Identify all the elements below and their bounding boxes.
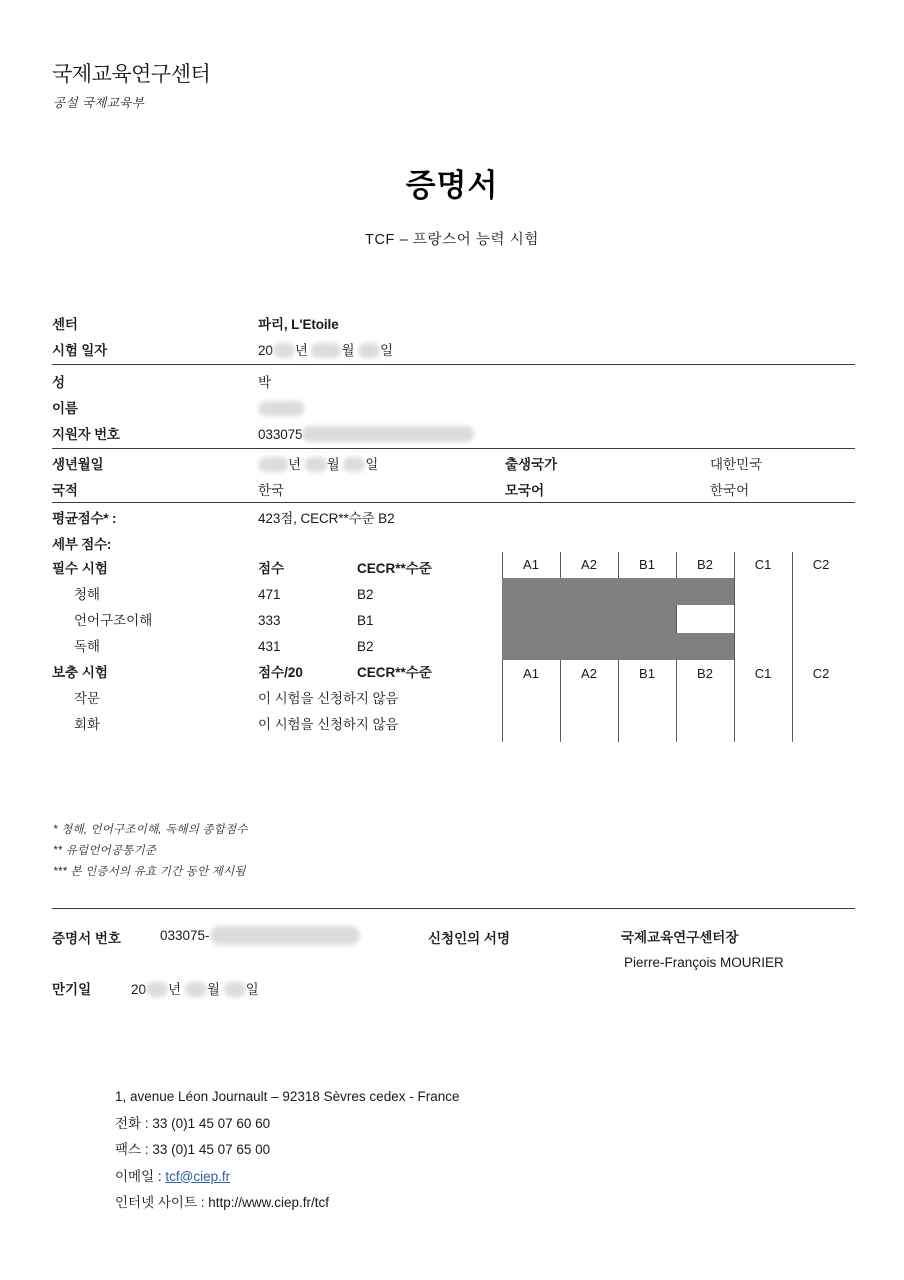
label-score-column: 점수 bbox=[258, 561, 285, 576]
expiry-year-unit: 년 bbox=[168, 982, 182, 997]
origin-info-table bbox=[52, 452, 855, 504]
score-row-score: 333 bbox=[258, 613, 281, 628]
label-optional-score-column: 점수/20 bbox=[258, 665, 303, 680]
contact-phone: 전화 : 33 (0)1 45 07 60 60 bbox=[115, 1115, 271, 1131]
certificate-number-text: 033075- bbox=[160, 928, 210, 944]
score-row-score: 471 bbox=[258, 587, 281, 602]
footnotes bbox=[53, 820, 248, 883]
chart-bar-listening bbox=[502, 578, 734, 605]
footnote-2: ** 유럽언어공통기준 bbox=[53, 845, 157, 857]
label-expiry-date: 만기일 bbox=[52, 982, 92, 997]
chart-header2-b1: B1 bbox=[639, 666, 655, 681]
score-row bbox=[52, 582, 472, 608]
chart-header-b2: B2 bbox=[697, 557, 713, 572]
row-surname bbox=[52, 370, 855, 396]
label-level-column: CECR**수준 bbox=[357, 561, 432, 576]
chart-bar-reading bbox=[502, 633, 734, 660]
label-optional-exam: 보충 시험 bbox=[52, 665, 108, 680]
score-row-name: 독해 bbox=[74, 639, 101, 654]
score-row-name: 언어구조이해 bbox=[74, 613, 153, 628]
contact-fax: 팩스 : 33 (0)1 45 07 65 00 bbox=[115, 1142, 271, 1157]
chart-header-a1: A1 bbox=[523, 557, 539, 572]
value-average-score: 423점, CECR**수준 B2 bbox=[258, 511, 395, 526]
organization-title: 국제교육연구센터 bbox=[52, 63, 211, 86]
exam-date-year-unit: 년 bbox=[294, 343, 308, 358]
label-mandatory-exam: 필수 시험 bbox=[52, 561, 108, 576]
row-nationality bbox=[52, 478, 855, 504]
score-row bbox=[52, 686, 472, 712]
identity-info-table bbox=[52, 370, 855, 448]
chart-header-c2: C2 bbox=[812, 557, 830, 572]
score-detail-table bbox=[52, 556, 472, 738]
score-row bbox=[52, 608, 472, 634]
label-certificate-number: 증명서 번호 bbox=[52, 931, 121, 946]
expiry-month-unit: 월 bbox=[206, 982, 220, 997]
score-row-level: B1 bbox=[357, 613, 374, 628]
chart-header-a2: A2 bbox=[581, 557, 597, 572]
value-exam-date bbox=[258, 338, 393, 364]
divider bbox=[52, 364, 855, 365]
contact-email-label: 이메일 : bbox=[115, 1168, 166, 1184]
label-exam-date: 시험 일자 bbox=[52, 343, 107, 358]
redaction-blob bbox=[302, 426, 474, 442]
score-header-mandatory bbox=[52, 556, 472, 582]
label-nationality: 국적 bbox=[52, 483, 78, 498]
organization-subtitle: 공설 국제교육부 bbox=[53, 96, 145, 110]
birth-year-unit: 년 bbox=[288, 457, 301, 472]
value-certificate-number bbox=[160, 927, 360, 946]
chart-bars bbox=[502, 578, 850, 660]
chart-header2-c1: C1 bbox=[754, 666, 772, 681]
label-center: 센터 bbox=[52, 317, 78, 332]
contact-website: 인터넷 사이트 : http://www.ciep.fr/tcf bbox=[115, 1195, 330, 1210]
divider bbox=[52, 448, 855, 449]
label-birth-date: 생년월일 bbox=[52, 457, 104, 472]
redaction-blob bbox=[258, 401, 304, 416]
value-surname: 박 bbox=[258, 375, 271, 390]
exam-date-prefix: 20 bbox=[258, 343, 273, 358]
score-row-level: B2 bbox=[357, 639, 374, 654]
label-candidate-number: 지원자 번호 bbox=[52, 427, 120, 442]
redaction-blob bbox=[224, 982, 246, 997]
email-link[interactable]: tcf@ciep.fr bbox=[165, 1168, 231, 1184]
redaction-blob bbox=[210, 926, 360, 945]
label-average-score: 평균점수* : bbox=[52, 511, 117, 526]
score-row bbox=[52, 712, 472, 738]
footnote-3: *** 본 인증서의 유효 기간 동안 제시됨 bbox=[53, 866, 246, 878]
chart-header-b1: B1 bbox=[639, 557, 655, 572]
value-center: 파리, L'Etoile bbox=[258, 317, 339, 332]
label-director-title: 국제교육연구센터장 bbox=[621, 930, 739, 945]
score-row bbox=[52, 634, 472, 660]
row-given-name bbox=[52, 396, 855, 422]
exam-date-day-unit: 일 bbox=[380, 343, 393, 358]
row-center bbox=[52, 312, 855, 338]
chart-header2-b2: B2 bbox=[697, 666, 713, 681]
value-birth-date bbox=[258, 452, 378, 478]
score-header-optional bbox=[52, 660, 472, 686]
label-optional-level-column: CECR**수준 bbox=[357, 665, 432, 680]
birth-day-unit: 일 bbox=[365, 457, 379, 472]
value-director-name: Pierre-François MOURIER bbox=[624, 955, 784, 970]
score-row-status: 이 시험을 신청하지 않음 bbox=[258, 691, 399, 706]
candidate-number-text: 033075 bbox=[258, 427, 303, 442]
row-exam-date bbox=[52, 338, 855, 364]
expiry-prefix: 20 bbox=[131, 982, 147, 997]
redaction-blob bbox=[343, 457, 365, 472]
score-row-name: 회화 bbox=[74, 717, 101, 732]
footnote-1: * 청해, 언어구조이해, 독해의 종합점수 bbox=[53, 824, 248, 836]
chart-header2-a1: A1 bbox=[523, 666, 539, 681]
divider bbox=[52, 908, 855, 909]
chart-header2-a2: A2 bbox=[581, 666, 597, 681]
redaction-blob bbox=[311, 343, 341, 358]
chart-header-c1: C1 bbox=[754, 557, 772, 572]
chart-bar-language-structure bbox=[502, 605, 676, 632]
label-surname: 성 bbox=[52, 375, 65, 390]
value-mother-tongue: 한국어 bbox=[710, 483, 750, 498]
redaction-blob bbox=[305, 457, 327, 472]
page-title: 증명서 bbox=[405, 168, 499, 203]
expiry-day-unit: 일 bbox=[245, 982, 259, 997]
score-row-status: 이 시험을 신청하지 않음 bbox=[258, 717, 399, 732]
redaction-blob bbox=[258, 457, 288, 472]
average-score-block bbox=[52, 506, 855, 558]
label-birth-country: 출생국가 bbox=[505, 457, 558, 472]
redaction-blob bbox=[185, 982, 207, 997]
label-given-name: 이름 bbox=[52, 401, 78, 416]
score-row-level: B2 bbox=[357, 587, 374, 602]
birth-month-unit: 월 bbox=[326, 457, 340, 472]
value-candidate-number bbox=[258, 422, 474, 448]
contact-block bbox=[115, 1084, 459, 1217]
redaction-blob bbox=[358, 343, 380, 358]
redaction-blob bbox=[146, 982, 168, 997]
chart-header2-c2: C2 bbox=[812, 666, 830, 681]
row-birth bbox=[52, 452, 855, 478]
label-applicant-signature: 신청인의 서명 bbox=[428, 931, 510, 946]
label-mother-tongue: 모국어 bbox=[505, 483, 545, 498]
row-average-score bbox=[52, 506, 855, 532]
value-nationality: 한국 bbox=[258, 483, 284, 498]
exam-date-month-unit: 월 bbox=[341, 343, 355, 358]
value-expiry-date bbox=[131, 978, 259, 998]
score-row-score: 431 bbox=[258, 639, 281, 654]
value-given-name bbox=[258, 396, 304, 422]
value-birth-country: 대한민국 bbox=[710, 457, 763, 472]
divider bbox=[52, 502, 855, 503]
row-candidate-number bbox=[52, 422, 855, 448]
contact-email-line bbox=[115, 1164, 459, 1191]
score-row-name: 작문 bbox=[74, 691, 101, 706]
score-row-name: 청해 bbox=[74, 587, 101, 602]
cecr-level-chart bbox=[502, 552, 850, 742]
label-detail-score: 세부 점수: bbox=[52, 537, 112, 552]
page-subtitle: TCF – 프랑스어 능력 시험 bbox=[364, 232, 540, 248]
redaction-blob bbox=[273, 343, 295, 358]
contact-address: 1, avenue Léon Journault – 92318 Sèvres cedex - France bbox=[115, 1089, 460, 1104]
candidate-info-table bbox=[52, 312, 855, 364]
